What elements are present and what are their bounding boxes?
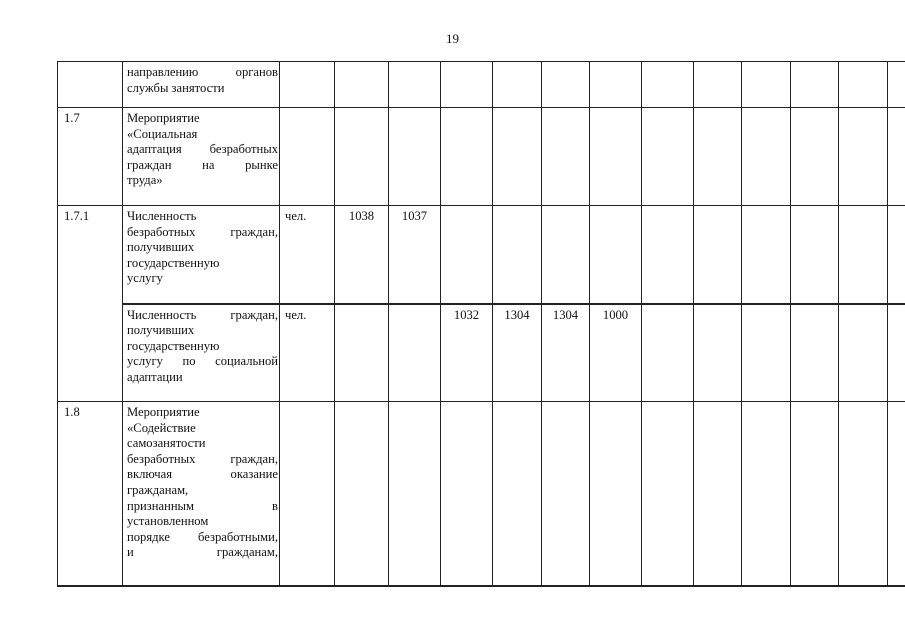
- value-cell: [389, 304, 441, 402]
- value-cell: [590, 62, 642, 108]
- page-number: 19: [446, 31, 459, 46]
- table-row: [58, 304, 905, 402]
- value-cell: [839, 108, 888, 206]
- row-code-cell: 1.8: [58, 402, 123, 586]
- value-cell: [742, 206, 791, 304]
- value-cell: [335, 108, 389, 206]
- value-cell: [742, 304, 791, 402]
- value-cell: [493, 62, 542, 108]
- unit-cell: [280, 62, 335, 108]
- value-cell: [839, 402, 888, 586]
- value-cell: [642, 206, 694, 304]
- indicator-name-line: адаптация безработных: [127, 142, 278, 157]
- value-cell: 1304: [493, 304, 542, 402]
- value-cell: [441, 108, 493, 206]
- indicator-name-line: гражданам,: [127, 482, 189, 497]
- value-cell: [791, 108, 839, 206]
- value-cell: [888, 62, 905, 108]
- table-row: [58, 206, 905, 304]
- value-cell: [694, 108, 742, 206]
- indicator-name-line: Мероприятие: [127, 405, 200, 419]
- indicator-name-line: безработных граждан,: [127, 224, 278, 239]
- value-cell: [642, 402, 694, 586]
- indicator-name-line: труда»: [127, 173, 163, 188]
- unit-cell: чел.: [280, 304, 335, 402]
- value-cell: [839, 206, 888, 304]
- row-code-cell: [58, 62, 123, 108]
- value-cell: [888, 402, 905, 586]
- value-cell: [590, 402, 642, 586]
- value-cell: [335, 304, 389, 402]
- indicator-name-line: Мероприятие: [127, 111, 200, 125]
- value-cell: [542, 402, 590, 586]
- indicator-name-line: получивших: [127, 323, 195, 338]
- table-row: [58, 62, 905, 108]
- value-cell: [642, 62, 694, 108]
- value-cell: [441, 402, 493, 586]
- indicator-name-line: адаптации: [127, 369, 183, 384]
- indicator-name-cell: [123, 402, 280, 586]
- value-cell: [542, 206, 590, 304]
- indicator-name-line: получивших: [127, 240, 195, 255]
- indicator-name-line: государственную: [127, 338, 220, 353]
- value-cell: [441, 206, 493, 304]
- value-cell: [791, 206, 839, 304]
- row-code-cell: 1.7: [58, 108, 123, 206]
- indicator-name-line: самозанятости: [127, 436, 206, 451]
- row-code-cell: 1.7.1: [58, 206, 123, 402]
- indicator-name-line: службы занятости: [127, 80, 225, 95]
- value-cell: 1038: [335, 206, 389, 304]
- value-cell: 1037: [389, 206, 441, 304]
- value-cell: [742, 402, 791, 586]
- value-cell: 1000: [590, 304, 642, 402]
- indicator-name-line: «Социальная: [127, 126, 198, 141]
- value-cell: [389, 62, 441, 108]
- value-cell: [590, 108, 642, 206]
- value-cell: [791, 402, 839, 586]
- value-cell: [642, 304, 694, 402]
- value-cell: [888, 206, 905, 304]
- value-cell: [742, 62, 791, 108]
- value-cell: 1304: [542, 304, 590, 402]
- value-cell: [694, 206, 742, 304]
- indicator-name-line: Численность граждан,: [127, 307, 278, 322]
- value-cell: [694, 304, 742, 402]
- indicator-name-cell: [123, 304, 280, 402]
- indicator-name-line: установленном: [127, 514, 209, 529]
- value-cell: [389, 402, 441, 586]
- value-cell: [389, 108, 441, 206]
- value-cell: [335, 402, 389, 586]
- value-cell: [493, 108, 542, 206]
- unit-cell: [280, 108, 335, 206]
- value-cell: [839, 62, 888, 108]
- value-cell: [694, 402, 742, 586]
- value-cell: [542, 108, 590, 206]
- table-row: [58, 108, 905, 206]
- indicator-name-cell: [123, 108, 280, 206]
- indicator-name-line: включая оказание: [127, 467, 278, 482]
- value-cell: [335, 62, 389, 108]
- value-cell: 1032: [441, 304, 493, 402]
- unit-cell: [280, 402, 335, 586]
- value-cell: [694, 62, 742, 108]
- value-cell: [791, 62, 839, 108]
- value-cell: [888, 108, 905, 206]
- indicator-name-line: безработных граждан,: [127, 451, 278, 466]
- table-row: [58, 402, 905, 586]
- table-body: [58, 62, 905, 586]
- indicator-name-cell: [123, 206, 280, 304]
- value-cell: [493, 206, 542, 304]
- indicator-name-line: «Содействие: [127, 420, 196, 435]
- value-cell: [888, 304, 905, 402]
- value-cell: [493, 402, 542, 586]
- value-cell: [642, 108, 694, 206]
- value-cell: [791, 304, 839, 402]
- value-cell: [590, 206, 642, 304]
- indicator-name-line: государственную: [127, 255, 220, 270]
- indicator-name-line: услугу: [127, 271, 163, 286]
- unit-cell: чел.: [280, 206, 335, 304]
- value-cell: [742, 108, 791, 206]
- indicator-name-cell: [123, 62, 280, 108]
- value-cell: [542, 62, 590, 108]
- indicator-name-line: порядке безработными,: [127, 529, 278, 544]
- indicators-table: [57, 61, 905, 587]
- indicator-name-line: граждан на рынке: [127, 157, 278, 172]
- value-cell: [441, 62, 493, 108]
- indicator-name-line: услугу по социальной: [127, 354, 278, 369]
- indicator-name-line: признанным в: [127, 498, 278, 513]
- indicator-name-line: Численность: [127, 209, 197, 223]
- indicator-name-line: и гражданам,: [127, 545, 278, 560]
- indicator-name-line: направлению органов: [127, 65, 278, 79]
- value-cell: [839, 304, 888, 402]
